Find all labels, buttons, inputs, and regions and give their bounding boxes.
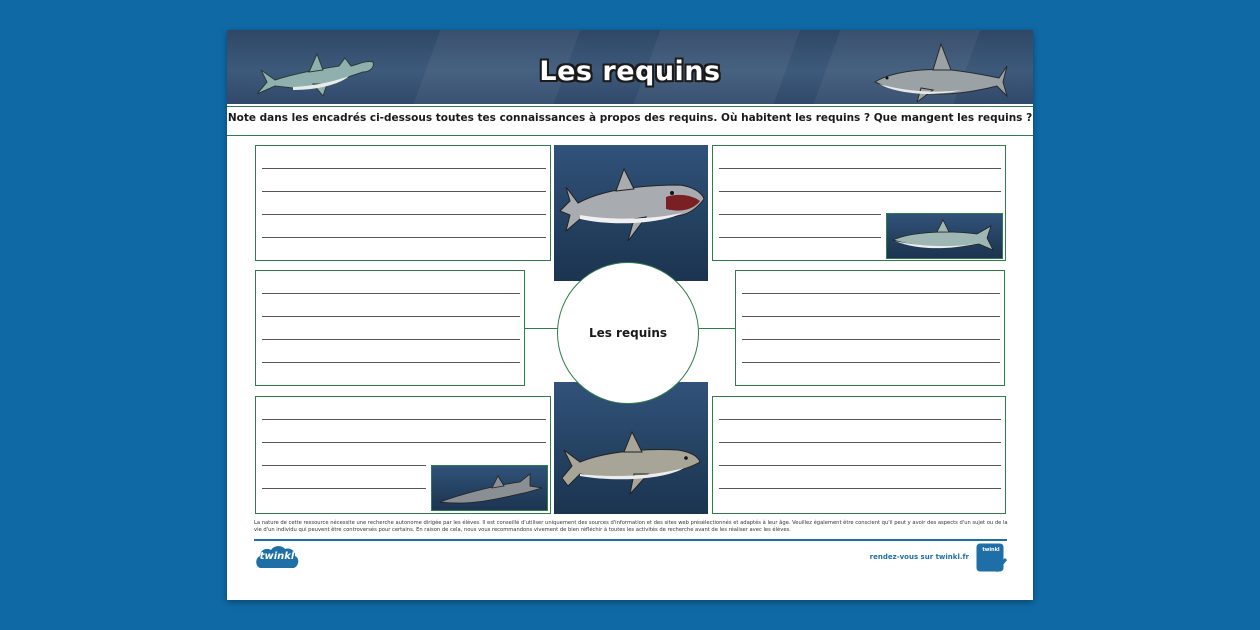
shark-thumbnail-photo xyxy=(431,465,548,511)
divider xyxy=(227,135,1033,136)
footer-divider xyxy=(254,539,1007,541)
quality-badge xyxy=(975,542,1007,574)
writing-box-middle-right[interactable] xyxy=(735,270,1005,386)
disclaimer-text: La nature de cette ressource nécessite une recherche autonome dirigée par les élèves. Il est conseillé d'utiliser uniquement des sources d'information et des sites web présélectionnés et adaptés à leur âge. Veuillez également être conscient qu'il peut y avoir des aspects d'un sujet ou de la vie d'un individu qui peuvent être controversés pour certains. En raison de cela, nous vous recommandons vivement de bien réfléchir à toutes les activités de recherche avant de les réaliser avec les élèves. xyxy=(254,520,1008,534)
badge-text: twinkl xyxy=(982,547,1000,553)
twinkl-logo[interactable] xyxy=(254,544,300,572)
instruction-text: Note dans les encadrés ci-dessous toutes tes connaissances à propos des requins. Où habitent les requins ? Que mangent les requins ? xyxy=(227,112,1033,124)
writing-box-bottom-left[interactable] xyxy=(255,396,551,514)
worksheet-page xyxy=(227,30,1033,600)
connector-left xyxy=(525,328,559,329)
page-title: Les requins xyxy=(539,56,721,87)
writing-box-bottom-right[interactable] xyxy=(712,396,1006,514)
logo-text: twinkl xyxy=(259,551,295,562)
writing-box-top-left[interactable] xyxy=(255,145,551,261)
center-topic-label: Les requins xyxy=(588,326,668,340)
shark-thumbnail-photo xyxy=(886,213,1003,259)
connector-right xyxy=(699,328,735,329)
header-banner xyxy=(227,30,1033,104)
writing-box-middle-left[interactable] xyxy=(255,270,525,386)
oceanic-whitetip-shark-illustration xyxy=(871,42,1011,102)
writing-box-top-right[interactable] xyxy=(712,145,1006,261)
divider xyxy=(227,106,1033,107)
center-topic-circle xyxy=(557,262,699,404)
great-white-shark-photo xyxy=(554,145,708,281)
website-link[interactable]: rendez-vous sur twinkl.fr xyxy=(869,553,969,561)
